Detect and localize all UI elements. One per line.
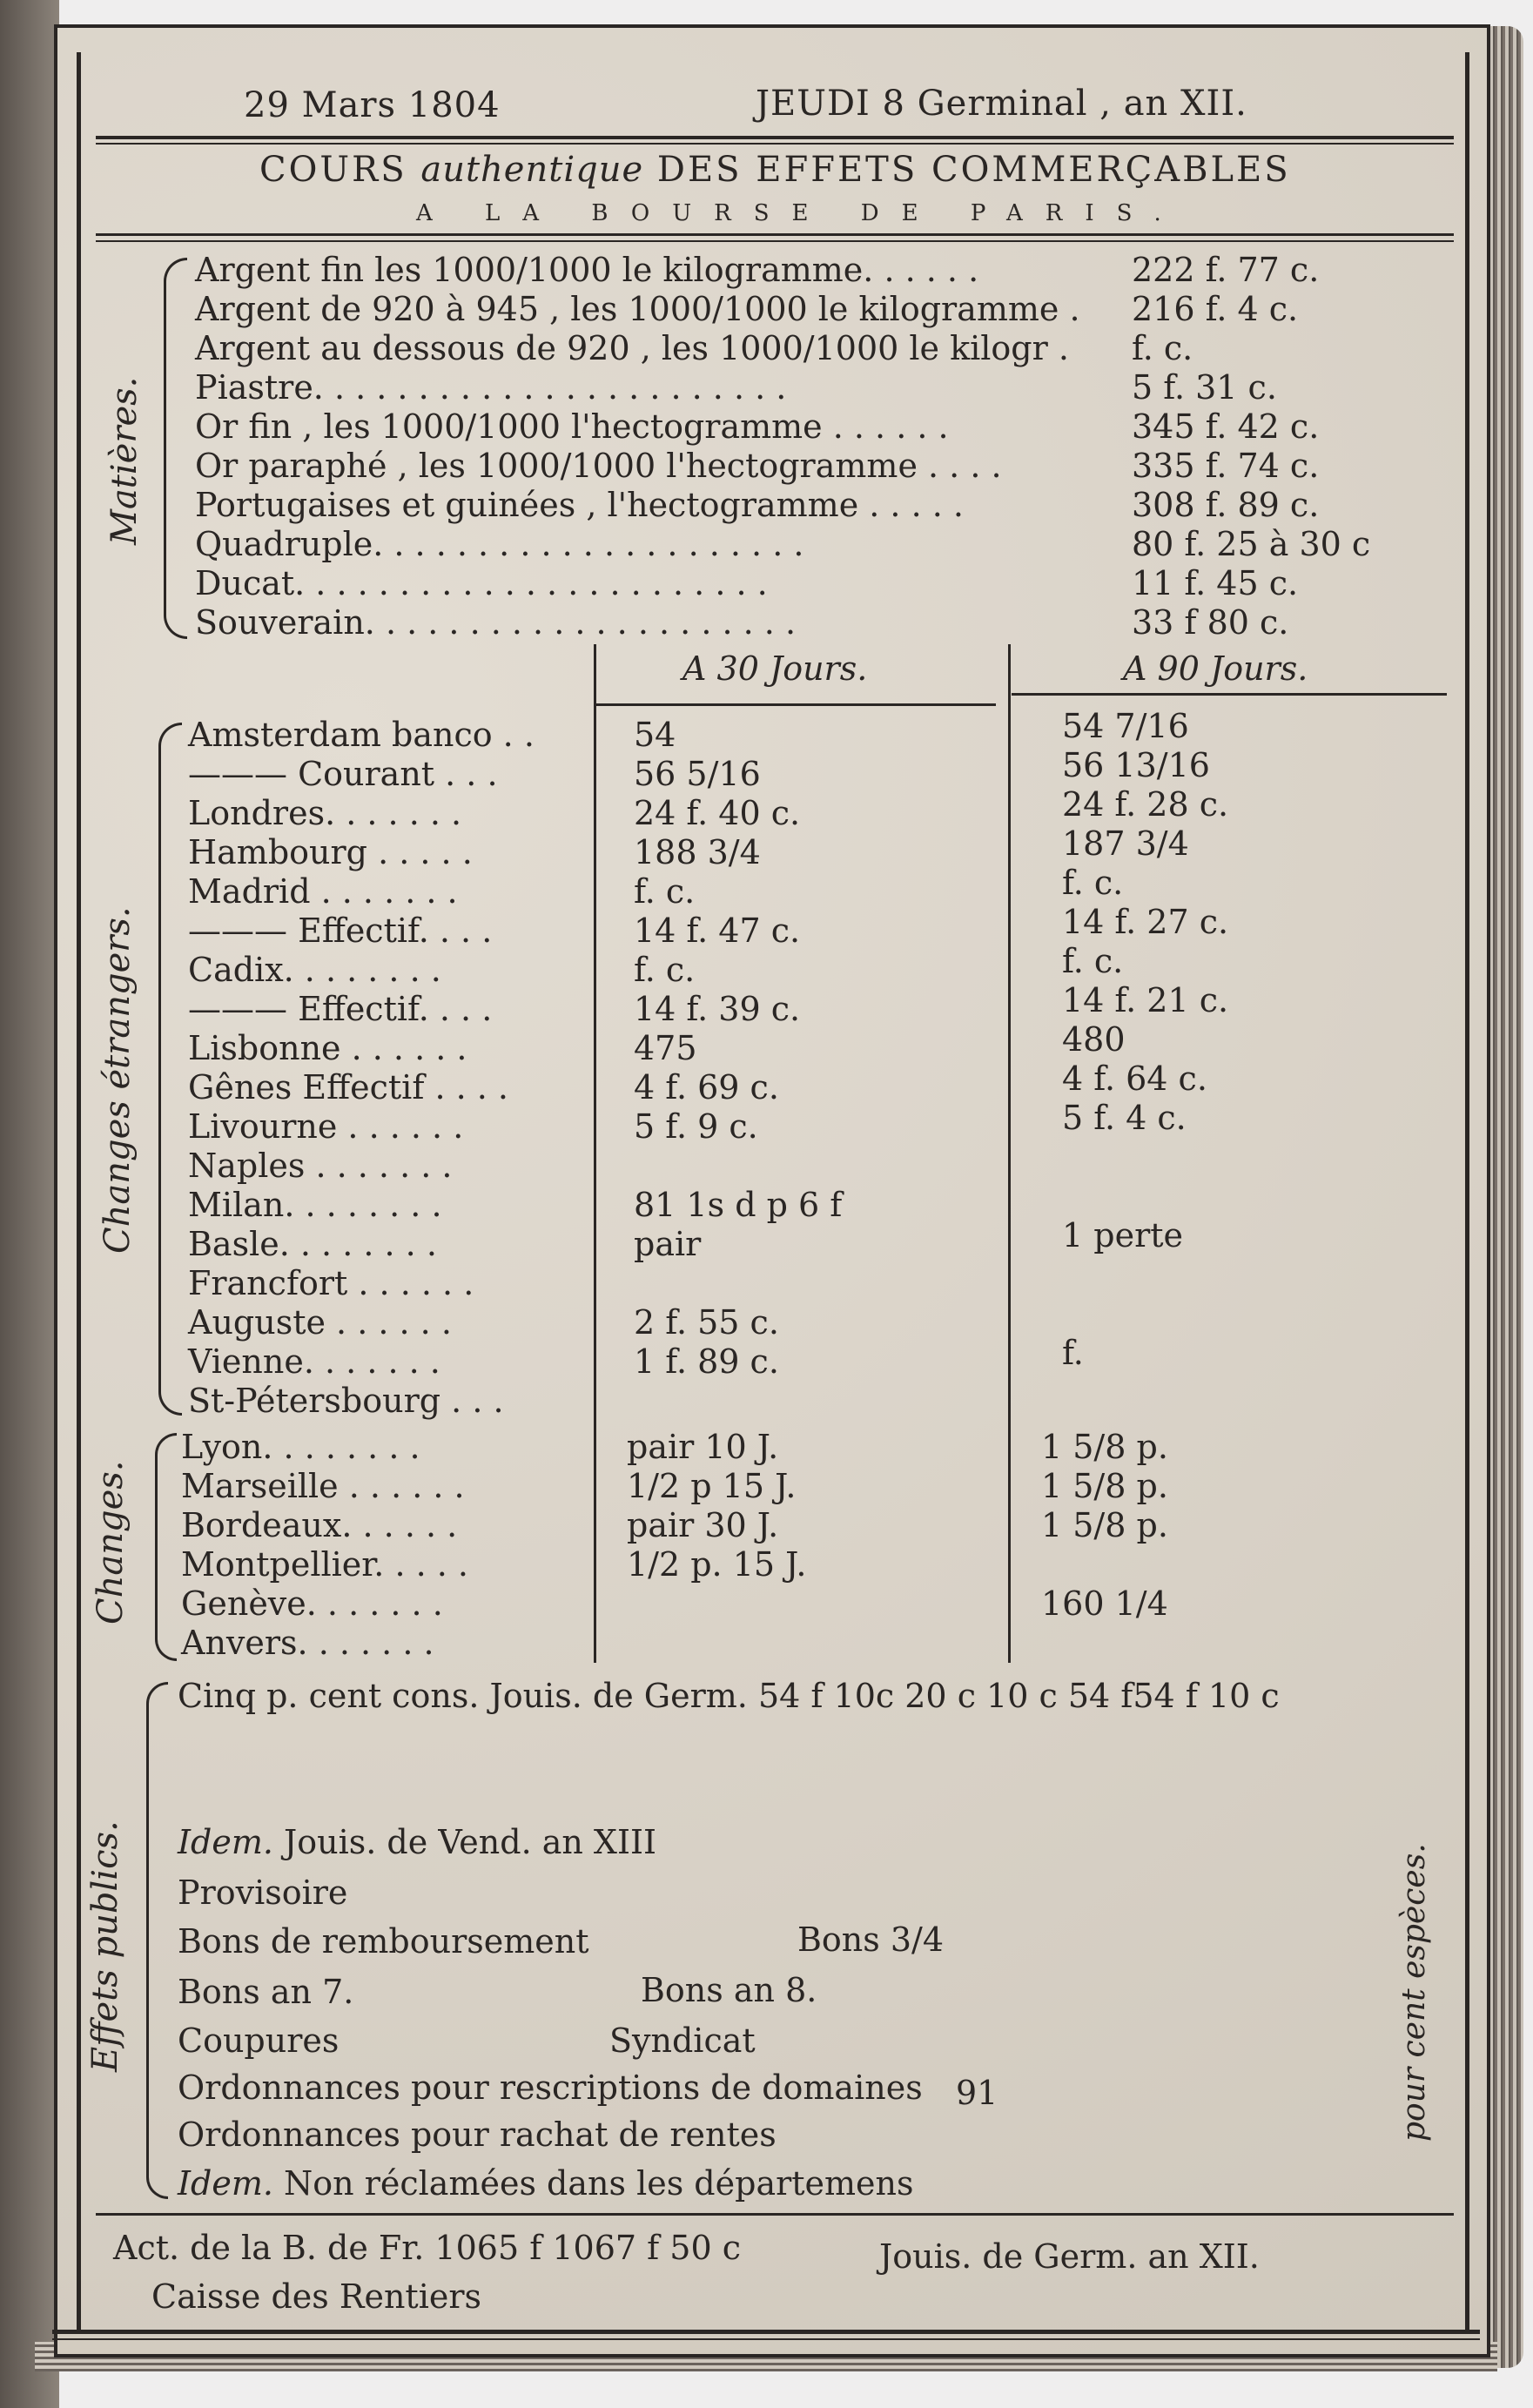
coupures: Coupures <box>178 2021 340 2060</box>
section-label-changes-etrangers: Changes étrangers. <box>97 906 138 1254</box>
change-domestic-30: 1/2 p. 15 J. <box>627 1545 807 1584</box>
footer-rule <box>96 2213 1454 2216</box>
change-label: Basle. . . . . . . . <box>188 1225 437 1263</box>
change-value-90: 56 13/16 <box>1062 746 1210 784</box>
title-rule <box>96 233 1454 236</box>
change-value-90: 14 f. 21 c. <box>1062 981 1229 1019</box>
idem-vendemiaire <box>178 1823 656 1861</box>
change-value-30: 24 f. 40 c. <box>634 794 801 832</box>
matieres-label: Quadruple. . . . . . . . . . . . . . . . . . . . . <box>195 525 804 563</box>
bottom-rule <box>52 2330 1480 2334</box>
matieres-label: Souverain. . . . . . . . . . . . . . . . . . . . . <box>195 603 797 642</box>
change-domestic-90: 1 5/8 p. <box>1041 1506 1168 1544</box>
idem-italic-2: Idem. <box>178 2164 273 2203</box>
change-value-30: 5 f. 9 c. <box>634 1107 758 1146</box>
change-value-90: 4 f. 64 c. <box>1062 1059 1207 1098</box>
col-header-rule-2 <box>1012 693 1447 696</box>
syndicat: Syndicat <box>609 2021 756 2060</box>
change-domestic-30: pair 10 J. <box>627 1428 779 1466</box>
idem-vend-text: Jouis. de Vend. an XIII <box>284 1823 657 1861</box>
change-domestic-label: Marseille . . . . . . <box>181 1467 465 1505</box>
bons-an-8: Bons an 8. <box>641 1971 817 2009</box>
col-30-jours: A 30 Jours. <box>682 649 868 688</box>
bottom-rule-thin <box>52 2338 1480 2340</box>
bons-an-7: Bons an 7. <box>178 1973 354 2011</box>
header-rule-thin <box>96 143 1454 145</box>
section-label-effets-publics: Effets publics. <box>85 1820 125 2072</box>
idem-italic: Idem. <box>178 1823 273 1861</box>
brace-effets-publics <box>146 1682 168 2199</box>
change-label: St-Pétersbourg . . . <box>188 1382 504 1420</box>
brace-changes <box>155 1433 177 1661</box>
caisse-rentiers: Caisse des Rentiers <box>151 2277 481 2316</box>
change-label: Madrid . . . . . . . <box>188 872 458 911</box>
matieres-label: Argent fin les 1000/1000 le kilogramme. . . . . . <box>195 251 979 289</box>
brace-changes-etrangers <box>158 723 182 1416</box>
matieres-value: 345 f. 42 c. <box>1132 407 1320 446</box>
change-value-30: pair <box>634 1225 702 1263</box>
idem-non-reclamees <box>178 2164 914 2203</box>
change-label: Auguste . . . . . . <box>188 1303 452 1342</box>
change-value-30: 54 <box>634 716 676 754</box>
subtitle: A LA BOURSE DE PARIS. <box>416 200 1184 226</box>
change-value-90: f. c. <box>1062 942 1124 980</box>
change-label: Livourne . . . . . . <box>188 1107 464 1146</box>
matieres-value: f. c. <box>1132 329 1193 367</box>
change-domestic-label: Anvers. . . . . . . <box>181 1624 434 1662</box>
matieres-value: 33 f 80 c. <box>1132 603 1289 642</box>
change-domestic-label: Montpellier. . . . . <box>181 1545 468 1584</box>
bons-3-4: Bons 3/4 <box>797 1920 945 1959</box>
matieres-label: Piastre. . . . . . . . . . . . . . . . . . . . . . . <box>195 368 787 407</box>
bons-remboursement: Bons de remboursement <box>178 1922 589 1961</box>
title-rule-thin <box>96 240 1454 242</box>
change-domestic-90: 160 1/4 <box>1041 1584 1168 1623</box>
matieres-value: 5 f. 31 c. <box>1132 368 1277 407</box>
matieres-value: 11 f. 45 c. <box>1132 564 1299 602</box>
provisoire: Provisoire <box>178 1873 348 1912</box>
change-value-30: f. c. <box>634 951 696 989</box>
matieres-label: Argent au dessous de 920 , les 1000/1000 le kilogr . <box>195 329 1069 367</box>
change-value-90: 14 f. 27 c. <box>1062 903 1229 941</box>
change-value-30: 188 3/4 <box>634 833 761 871</box>
col-divider-1 <box>594 644 596 1663</box>
change-value-90: 187 3/4 <box>1062 824 1189 863</box>
section-label-changes: Changes. <box>91 1460 131 1624</box>
change-label: Milan. . . . . . . . <box>188 1186 442 1224</box>
ordonnances-rescriptions-value: 91 <box>956 2074 998 2112</box>
change-domestic-90: 1 5/8 p. <box>1041 1428 1168 1466</box>
date-left: 29 Mars 1804 <box>244 85 501 125</box>
change-label: ——— Effectif. . . . <box>188 990 493 1028</box>
change-domestic-label: Bordeaux. . . . . . <box>181 1506 458 1544</box>
matieres-label: Or fin , les 1000/1000 l'hectogramme . . . . . . <box>195 407 949 446</box>
ordonnances-rachat: Ordonnances pour rachat de rentes <box>178 2115 777 2154</box>
change-label: ——— Effectif. . . . <box>188 911 493 950</box>
change-value-30: 81 1s d p 6 f <box>634 1186 843 1224</box>
jouis-germ: Jouis. de Germ. an XII. <box>879 2237 1260 2276</box>
matieres-value: 80 f. 25 à 30 c <box>1132 525 1371 563</box>
title-authentique: authentique <box>420 150 644 190</box>
change-domestic-label: Genève. . . . . . . <box>181 1584 443 1623</box>
change-label: ——— Courant . . . <box>188 755 498 793</box>
change-value-90: 480 <box>1062 1020 1126 1059</box>
change-value-30: 2 f. 55 c. <box>634 1303 779 1342</box>
col-90-jours: A 90 Jours. <box>1123 649 1308 688</box>
title-cours: COURS <box>259 150 407 190</box>
header-rule <box>96 136 1454 139</box>
change-value-30: 14 f. 47 c. <box>634 911 801 950</box>
change-value-30: 14 f. 39 c. <box>634 990 801 1028</box>
change-value-30: 1 f. 89 c. <box>634 1342 779 1381</box>
change-value-30: 56 5/16 <box>634 755 761 793</box>
change-label: Amsterdam banco . . <box>188 716 535 754</box>
change-value-90: 54 7/16 <box>1062 707 1189 745</box>
ordonnances-rescriptions: Ordonnances pour rescriptions de domaines <box>178 2068 923 2107</box>
title-effets: DES EFFETS COMMERÇABLES <box>656 150 1291 190</box>
change-domestic-90: 1 5/8 p. <box>1041 1467 1168 1505</box>
matieres-value: 216 f. 4 c. <box>1132 290 1299 328</box>
matieres-label: Argent de 920 à 945 , les 1000/1000 le kilogramme . <box>195 290 1080 328</box>
col-divider-2 <box>1008 644 1011 1663</box>
change-label: Francfort . . . . . . <box>188 1264 474 1302</box>
right-label-pour-cent: pour cent espèces. <box>1396 1843 1432 2142</box>
change-value-30: f. c. <box>634 872 696 911</box>
title <box>259 150 1291 190</box>
change-value-30: 4 f. 69 c. <box>634 1068 779 1106</box>
change-domestic-label: Lyon. . . . . . . . <box>181 1428 420 1466</box>
section-label-matieres: Matières. <box>104 376 145 545</box>
change-domestic-30: 1/2 p 15 J. <box>627 1467 797 1505</box>
change-value-90: f. <box>1062 1334 1084 1372</box>
change-label: Londres. . . . . . . <box>188 794 462 832</box>
actions-banque: Act. de la B. de Fr. 1065 f 1067 f 50 c <box>113 2229 741 2267</box>
book-spine-shadow <box>0 0 59 2408</box>
matieres-label: Ducat. . . . . . . . . . . . . . . . . . . . . . . <box>195 564 768 602</box>
matieres-label: Portugaises et guinées , l'hectogramme . . . . . <box>195 486 964 524</box>
idem-non-text: Non réclamées dans les départemens <box>284 2164 914 2203</box>
change-value-90: 1 perte <box>1062 1216 1183 1254</box>
change-label: Cadix. . . . . . . . <box>188 951 441 989</box>
matieres-value: 308 f. 89 c. <box>1132 486 1320 524</box>
change-value-90: 5 f. 4 c. <box>1062 1099 1187 1137</box>
change-value-30: 475 <box>634 1029 697 1067</box>
change-value-90: 24 f. 28 c. <box>1062 785 1229 824</box>
cinq-pour-cent: Cinq p. cent cons. Jouis. de Germ. 54 f 10c 20 c 10 c 54 f54 f 10 c <box>178 1677 1280 1715</box>
date-right: JEUDI 8 Germinal , an XII. <box>756 84 1247 124</box>
col-header-rule-1 <box>595 703 996 706</box>
change-label: Hambourg . . . . . <box>188 833 473 871</box>
change-domestic-30: pair 30 J. <box>627 1506 779 1544</box>
matieres-label: Or paraphé , les 1000/1000 l'hectogramme . . . . <box>195 447 1002 485</box>
change-value-90: f. c. <box>1062 864 1124 902</box>
change-label: Vienne. . . . . . . <box>188 1342 440 1381</box>
matieres-value: 335 f. 74 c. <box>1132 447 1320 485</box>
change-label: Lisbonne . . . . . . <box>188 1029 467 1067</box>
change-label: Naples . . . . . . . <box>188 1147 453 1185</box>
change-label: Gênes Effectif . . . . <box>188 1068 509 1106</box>
brace-matieres <box>164 258 187 639</box>
matieres-value: 222 f. 77 c. <box>1132 251 1320 289</box>
